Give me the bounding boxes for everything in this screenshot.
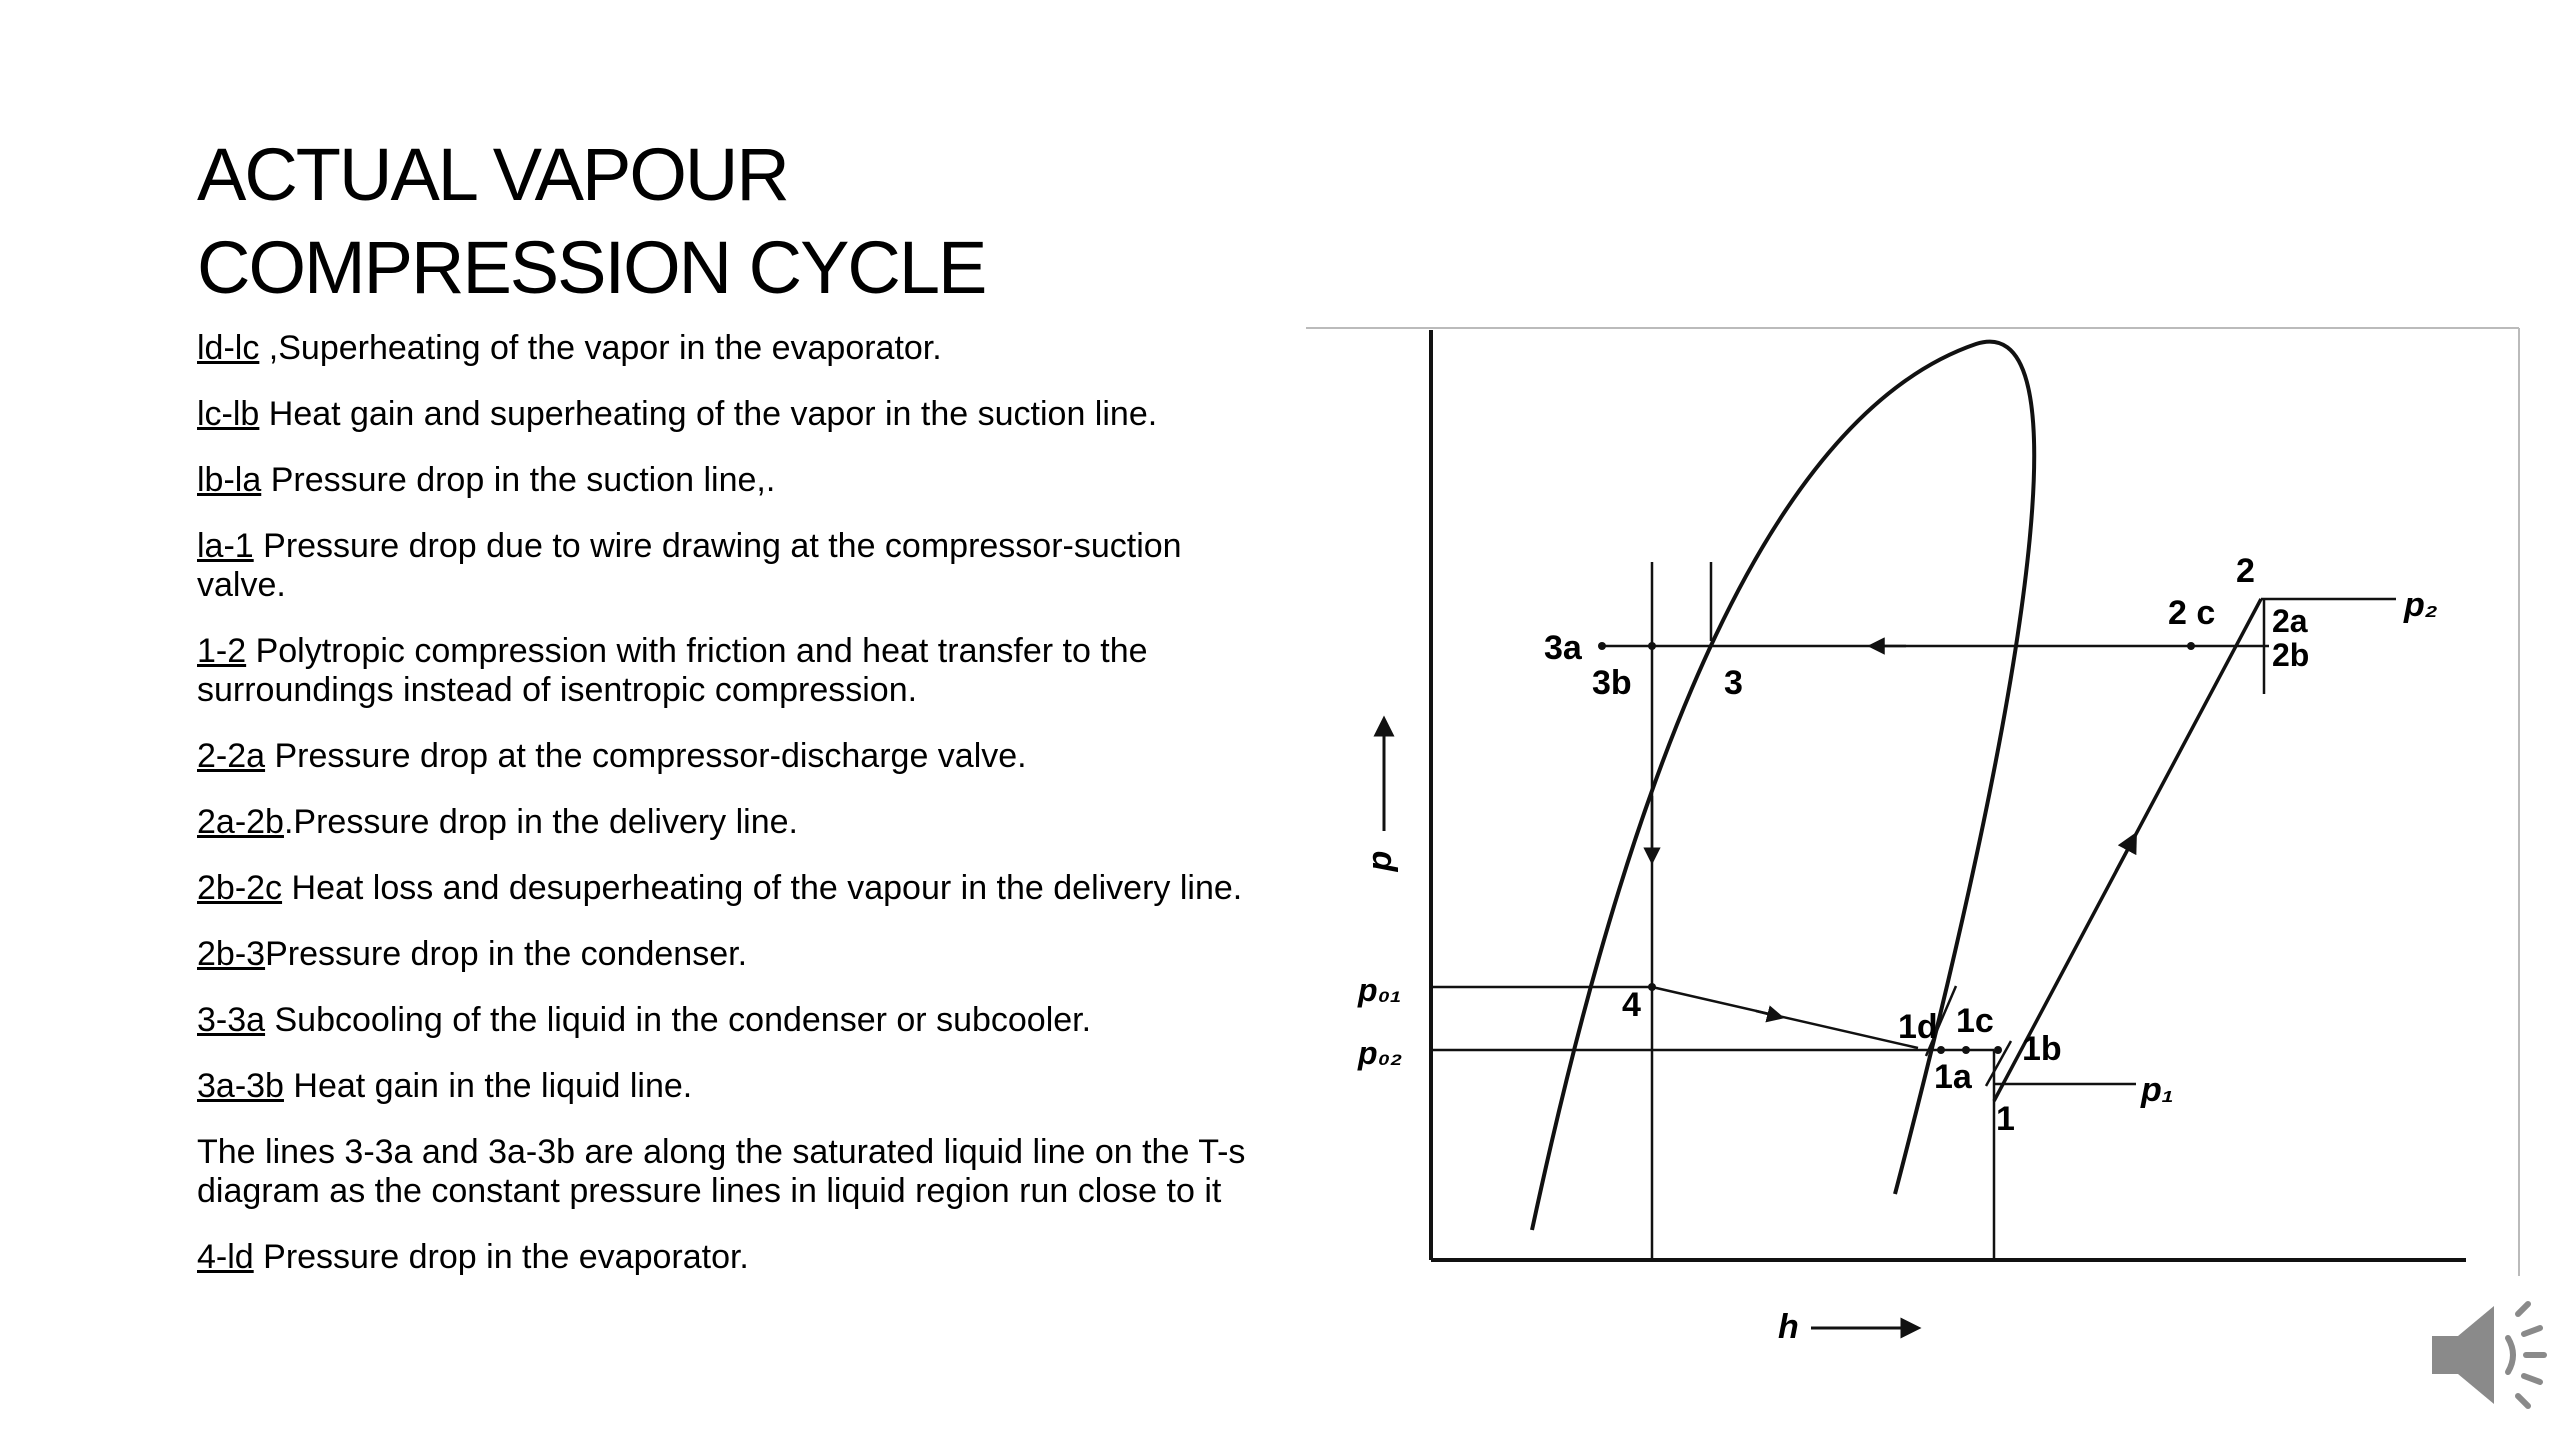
process-note-label: 2b-3 [197, 935, 266, 973]
process-note-text: Pressure drop in the condenser. [265, 935, 748, 973]
process-note [197, 1067, 1277, 1106]
point-3a [1598, 642, 1606, 650]
process-note-text: The lines 3-3a and 3a-3b are along the saturated liquid line on the T-s diagram as the constant pressure lines in liquid region run close to it [197, 1133, 1246, 1210]
process-note [197, 461, 1277, 500]
process-note [197, 935, 1277, 974]
process-note-label: 4-ld [197, 1238, 254, 1276]
sound-wave-2 [2518, 1304, 2528, 1314]
label-p01: p₀₁ [1358, 972, 1402, 1008]
point-3b [1648, 642, 1656, 650]
label-1: 1 [1996, 1100, 2015, 1138]
arrow-compression [2116, 841, 2132, 871]
process-note-text: Polytropic compression with friction and heat transfer to the surroundings instead of isentropic compression. [197, 632, 1148, 709]
sound-wave-1 [2508, 1338, 2513, 1372]
process-note-text: Pressure drop due to wire drawing at the compressor-suction valve. [197, 527, 1182, 604]
process-note [197, 329, 1277, 368]
process-note-text: Pressure drop at the compressor-discharge valve. [265, 737, 1027, 775]
label-p1: p₁ [2141, 1071, 2174, 1109]
label-2b: 2b [2272, 637, 2310, 673]
process-note-text: Pressure drop in the suction line,. [261, 461, 776, 499]
process-note-label: 3a-3b [197, 1067, 284, 1105]
point-2c [2187, 642, 2195, 650]
point-4 [1648, 983, 1656, 991]
speaker-body [2432, 1306, 2494, 1404]
p-h-diagram [1306, 326, 2521, 1366]
process-note-label: lb-la [197, 461, 262, 499]
process-note-text: ,Superheating of the vapor in the evaporator. [259, 329, 942, 367]
process-note [197, 632, 1277, 710]
label-p2: p₂ [2404, 586, 2438, 624]
axis-y-label: p [1361, 850, 1399, 872]
process-note [197, 737, 1277, 776]
sound-wave-5 [2524, 1376, 2540, 1382]
label-2: 2 [2236, 552, 2255, 590]
slide-title [197, 128, 1297, 314]
label-p02: p₀₂ [1358, 1035, 1403, 1071]
sound-wave-6 [2518, 1396, 2528, 1406]
process-note-text: Pressure drop in the evaporator. [253, 1238, 749, 1276]
process-note-text: .Pressure drop in the delivery line. [283, 803, 799, 841]
label-3: 3 [1724, 664, 1743, 702]
process-note-label: 1-2 [197, 632, 247, 670]
axis-x-label: h [1778, 1308, 1799, 1346]
label-4: 4 [1622, 986, 1641, 1024]
saturation-dome [1532, 342, 2034, 1230]
label-3a: 3a [1544, 629, 1582, 667]
label-1d: 1d [1898, 1008, 1938, 1046]
point-1b [1994, 1046, 2002, 1054]
label-1c: 1c [1956, 1002, 1994, 1040]
process-note [197, 395, 1277, 434]
process-note-label: 2-2a [197, 737, 266, 775]
point-1d [1937, 1046, 1945, 1054]
process-note-label: 2a-2b [197, 803, 284, 841]
process-note [197, 1133, 1277, 1211]
slide-title-line-1: ACTUAL VAPOUR [197, 133, 788, 216]
evaporation-line-4-1d [1652, 987, 1918, 1048]
process-note-label: la-1 [197, 527, 254, 565]
label-3b: 3b [1592, 664, 1632, 702]
process-note-label: 3-3a [197, 1001, 266, 1039]
sound-wave-3 [2524, 1328, 2540, 1334]
label-1a: 1a [1934, 1058, 1972, 1096]
label-2c: 2 c [2168, 594, 2216, 632]
process-note-text: Heat gain and superheating of the vapor in the suction line. [259, 395, 1158, 433]
process-note-text: Subcooling of the liquid in the condenser or subcooler. [265, 1001, 1092, 1039]
process-notes-list [197, 329, 1277, 1304]
process-note-label: ld-lc [197, 329, 260, 367]
process-note-text: Heat loss and desuperheating of the vapour in the delivery line. [282, 869, 1243, 907]
process-note-label: 2b-2c [197, 869, 283, 907]
process-note [197, 527, 1277, 605]
process-note [197, 869, 1277, 908]
process-note [197, 803, 1277, 842]
process-note-label: lc-lb [197, 395, 260, 433]
process-note-text: Heat gain in the liquid line. [283, 1067, 693, 1105]
audio-speaker-icon[interactable] [2424, 1292, 2550, 1418]
slide-title-line-2: COMPRESSION CYCLE [197, 226, 986, 309]
process-note [197, 1238, 1277, 1277]
point-1c [1962, 1046, 1970, 1054]
label-2a: 2a [2272, 603, 2308, 639]
process-note [197, 1001, 1277, 1040]
label-1b: 1b [2022, 1030, 2062, 1068]
